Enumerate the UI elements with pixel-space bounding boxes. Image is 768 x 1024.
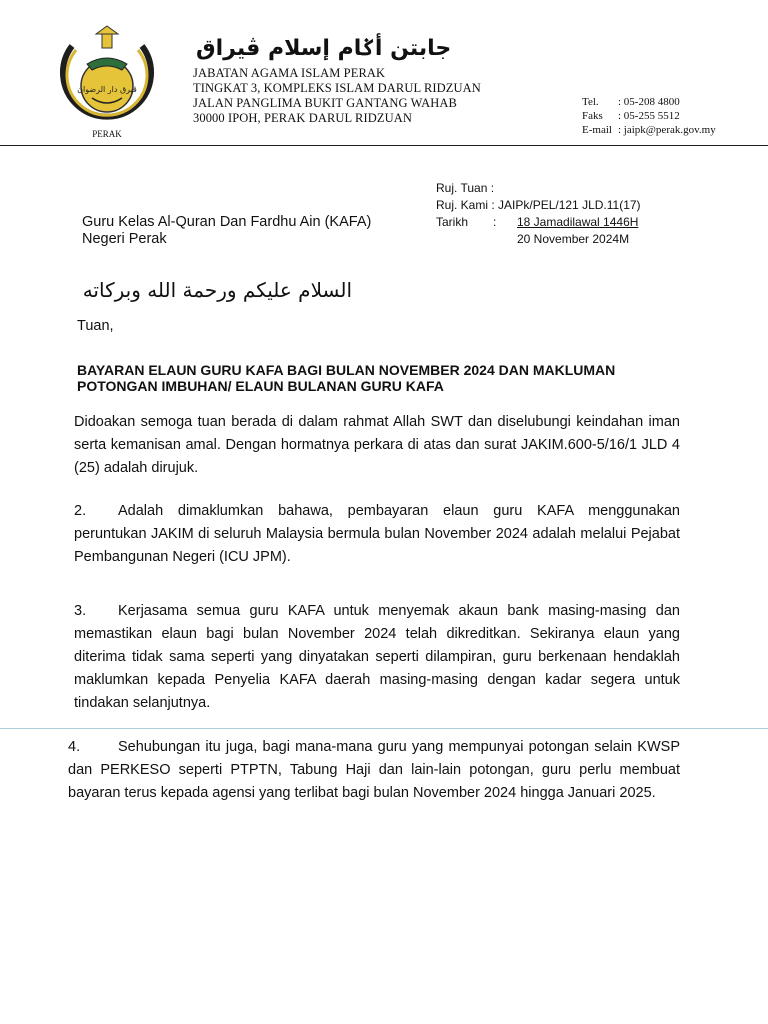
address-line: JABATAN AGAMA ISLAM PERAK: [193, 66, 386, 80]
contact-tel: Tel. : 05-208 4800: [582, 96, 680, 108]
paragraph-number: 4.: [68, 739, 81, 755]
letter-subject: BAYARAN ELAUN GURU KAFA BAGI BULAN NOVEMBER 2024 DAN MAKLUMAN POTONGAN IMBUHAN/ ELAUN BULANAN GURU KAFA: [77, 362, 616, 394]
crest-perak-label: PERAK: [92, 129, 122, 139]
paragraph-1: Didoakan semoga tuan berada di dalam rahmat Allah SWT dan diselubungi keindahan iman serta kemanisan amal. Dengan hormatnya perkara di atas dan surat JAKIM.600-5/16/1 JLD 4 (25) adalah dirujuk.: [74, 414, 680, 476]
contact-email: E-mail : jaipk@perak.gov.my: [582, 124, 716, 136]
reference-block: [436, 180, 641, 248]
tarikh-row: [436, 214, 641, 231]
ruj-kami: Ruj. Kami : JAIPk/PEL/121 JLD.11(17): [436, 198, 641, 212]
perak-crest-logo: [52, 24, 162, 142]
paragraph-number: 2.: [74, 503, 87, 519]
contact-info: [582, 95, 716, 137]
address-line: 30000 IPOH, PERAK DARUL RIDZUAN: [193, 111, 412, 125]
ruj-tuan: Ruj. Tuan :: [436, 181, 495, 195]
recipient-line: Guru Kelas Al-Quran Dan Fardhu Ain (KAFA): [82, 214, 372, 230]
paragraph-4: [68, 736, 680, 805]
paragraph-number: 3.: [74, 603, 87, 619]
address-line: JALAN PANGLIMA BUKIT GANTANG WAHAB: [193, 96, 457, 110]
paragraph-3: [74, 600, 680, 715]
tarikh-label: Tarikh: [436, 215, 469, 229]
salutation: Tuan,: [77, 318, 114, 334]
recipient-block: [82, 214, 371, 248]
crest-jawi-text: ڤيرق دار الرضوان: [77, 85, 137, 94]
header-divider: [0, 145, 768, 146]
paragraph-text: Adalah dimaklumkan bahawa, pembayaran elaun guru KAFA menggunakan peruntukan JAKIM di seluruh Malaysia bermula bulan November 2024 adalah melalui Pejabat Pembangunan Negeri (ICU JPM).: [74, 503, 680, 565]
tarikh-sep: :: [493, 215, 497, 229]
department-address: [193, 66, 481, 126]
date-hijri: 18 Jamadilawal 1446H: [517, 215, 639, 229]
contact-fax: Faks : 05-255 5512: [582, 110, 680, 122]
arabic-greeting: السلام عليكم ورحمة الله وبركاته: [82, 278, 352, 302]
paragraph-text: Kerjasama semua guru KAFA untuk menyemak akaun bank masing-masing dan memastikan elaun bagi bulan November 2024 telah dikreditkan. Sekiranya elaun yang diterima tidak sama seperti yang dinyatakan seperti dilampiran, guru berkenaan hendaklah maklumkan kepada Penyelia KAFA daerah masing-masing dengan kadar segera untuk tindakan selanjutnya.: [74, 603, 680, 711]
paragraph-2: [74, 500, 680, 569]
date-gregorian: 20 November 2024M: [517, 232, 630, 246]
page-fold-line: [0, 728, 768, 729]
jawi-department-title: جابتن أݢام إسلام ڤيراق: [196, 36, 452, 61]
address-line: TINGKAT 3, KOMPLEKS ISLAM DARUL RIDZUAN: [193, 81, 481, 95]
recipient-line: Negeri Perak: [82, 231, 167, 247]
paragraph-text: Sehubungan itu juga, bagi mana-mana guru yang mempunyai potongan selain KWSP dan PERKESO seperti PTPTN, Tabung Haji dan lain-lain potongan, guru perlu membuat bayaran terus kepada agensi yang terlibat bagi bulan November 2024 hingga Januari 2025.: [68, 739, 680, 801]
